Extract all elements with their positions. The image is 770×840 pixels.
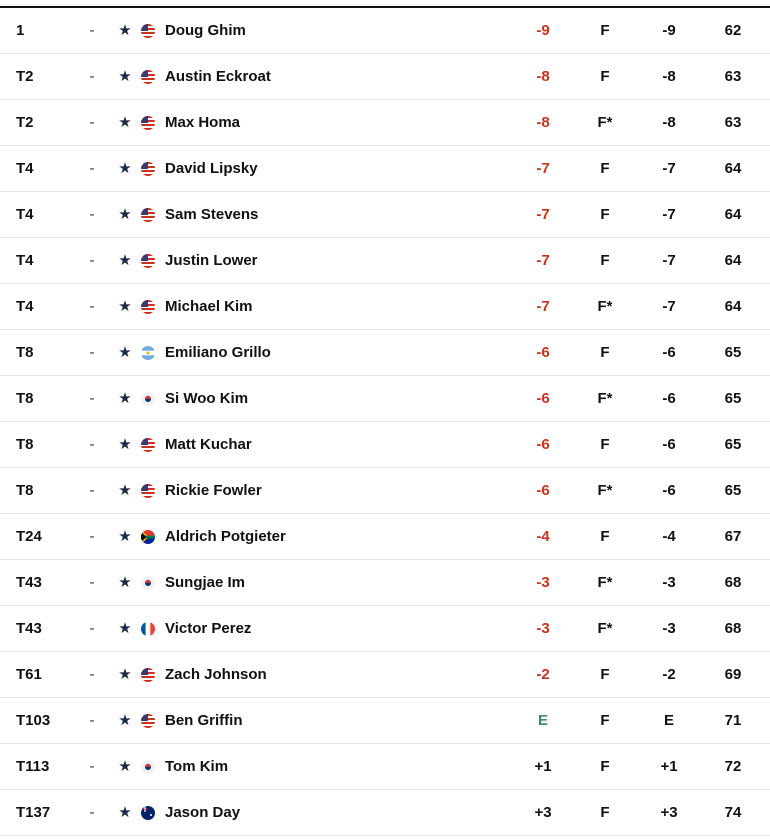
movement-indicator: - <box>89 620 95 637</box>
au-flag-icon <box>141 806 155 820</box>
table-row[interactable] <box>0 514 770 560</box>
strokes-total-cell: 64 <box>724 298 742 315</box>
us-flag-icon <box>141 116 155 130</box>
thru-cell: F <box>600 68 610 85</box>
total-to-par-cell: -6 <box>536 436 550 453</box>
total-to-par-cell: -3 <box>536 620 550 637</box>
total-to-par-cell: -4 <box>536 528 550 545</box>
movement-indicator: - <box>89 252 95 269</box>
thru-cell: F <box>600 252 610 269</box>
table-row[interactable] <box>0 468 770 514</box>
player-name-link[interactable]: Sungjae Im <box>165 574 246 591</box>
favorite-star-icon[interactable]: ★ <box>118 758 132 775</box>
player-name-link[interactable]: Ben Griffin <box>165 712 243 729</box>
total-to-par-cell: -7 <box>536 160 550 177</box>
thru-cell: F <box>600 758 610 775</box>
favorite-star-icon[interactable]: ★ <box>118 22 132 39</box>
position-cell: T4 <box>16 252 34 269</box>
round-score-cell: E <box>663 712 674 729</box>
table-row[interactable] <box>0 376 770 422</box>
round-score-cell: -6 <box>662 482 676 499</box>
player-name-link[interactable]: Tom Kim <box>165 758 229 775</box>
fr-flag-icon <box>141 622 155 636</box>
favorite-star-icon[interactable]: ★ <box>118 482 132 499</box>
us-flag-icon <box>141 70 155 84</box>
favorite-star-icon[interactable]: ★ <box>118 712 132 729</box>
favorite-star-icon[interactable]: ★ <box>118 68 132 85</box>
round-score-cell: +1 <box>660 758 678 775</box>
round-score-cell: -2 <box>662 666 676 683</box>
player-name-link[interactable]: Rickie Fowler <box>165 482 262 499</box>
favorite-star-icon[interactable]: ★ <box>118 160 132 177</box>
favorite-star-icon[interactable]: ★ <box>118 666 132 683</box>
position-cell: T8 <box>16 344 34 361</box>
thru-cell: F <box>600 160 610 177</box>
position-cell: T8 <box>16 390 34 407</box>
player-name-link[interactable]: Emiliano Grillo <box>165 344 271 361</box>
player-name-link[interactable]: Austin Eckroat <box>165 68 271 85</box>
thru-cell: F <box>600 436 610 453</box>
round-score-cell: -3 <box>662 620 676 637</box>
table-row[interactable] <box>0 698 770 744</box>
player-name-link[interactable]: Justin Lower <box>165 252 258 269</box>
us-flag-icon <box>141 208 155 222</box>
player-name-link[interactable]: Matt Kuchar <box>165 436 252 453</box>
table-row[interactable] <box>0 238 770 284</box>
table-row[interactable] <box>0 100 770 146</box>
strokes-total-cell: 67 <box>724 528 742 545</box>
position-cell: T2 <box>16 114 34 131</box>
table-row[interactable] <box>0 606 770 652</box>
ar-flag-icon <box>141 346 155 360</box>
player-name-link[interactable]: Si Woo Kim <box>165 390 249 407</box>
movement-indicator: - <box>89 528 95 545</box>
round-score-cell: -7 <box>662 298 676 315</box>
favorite-star-icon[interactable]: ★ <box>118 298 132 315</box>
round-score-cell: -3 <box>662 574 676 591</box>
movement-indicator: - <box>89 574 95 591</box>
total-to-par-cell: E <box>537 712 548 729</box>
strokes-total-cell: 63 <box>724 68 742 85</box>
player-name-link[interactable]: Sam Stevens <box>165 206 259 223</box>
movement-indicator: - <box>89 344 95 361</box>
position-cell: T4 <box>16 160 34 177</box>
movement-indicator: - <box>89 22 95 39</box>
round-score-cell: -4 <box>662 528 676 545</box>
player-name-link[interactable]: Max Homa <box>165 114 241 131</box>
total-to-par-cell: -8 <box>536 114 550 131</box>
us-flag-icon <box>141 24 155 38</box>
position-cell: T2 <box>16 68 34 85</box>
position-cell: T4 <box>16 298 34 315</box>
position-cell: T43 <box>16 620 42 637</box>
movement-indicator: - <box>89 758 95 775</box>
za-flag-icon <box>141 530 155 544</box>
favorite-star-icon[interactable]: ★ <box>118 804 132 821</box>
player-name-link[interactable]: Doug Ghim <box>165 22 246 39</box>
us-flag-icon <box>141 438 155 452</box>
position-cell: T24 <box>16 528 42 545</box>
kr-flag-icon <box>141 392 155 406</box>
round-score-cell: -9 <box>662 22 676 39</box>
player-name-link[interactable]: David Lipsky <box>165 160 258 177</box>
thru-cell: F <box>600 528 610 545</box>
thru-cell: F* <box>597 298 613 315</box>
total-to-par-cell: -6 <box>536 390 550 407</box>
movement-indicator: - <box>89 436 95 453</box>
table-row[interactable] <box>0 8 770 54</box>
position-cell: T137 <box>16 804 51 821</box>
round-score-cell: -7 <box>662 206 676 223</box>
table-row[interactable] <box>0 54 770 100</box>
table-row[interactable] <box>0 330 770 376</box>
round-score-cell: -7 <box>662 160 676 177</box>
us-flag-icon <box>141 162 155 176</box>
position-cell: T8 <box>16 482 34 499</box>
round-score-cell: -7 <box>662 252 676 269</box>
movement-indicator: - <box>89 712 95 729</box>
strokes-total-cell: 64 <box>724 160 742 177</box>
thru-cell: F <box>600 712 610 729</box>
us-flag-icon <box>141 714 155 728</box>
thru-cell: F* <box>597 574 613 591</box>
total-to-par-cell: -6 <box>536 344 550 361</box>
round-score-cell: +3 <box>660 804 678 821</box>
strokes-total-cell: 74 <box>724 804 742 821</box>
movement-indicator: - <box>89 206 95 223</box>
movement-indicator: - <box>89 390 95 407</box>
leaderboard-table <box>0 6 770 840</box>
movement-indicator: - <box>89 804 95 821</box>
thru-cell: F <box>600 344 610 361</box>
table-row[interactable] <box>0 560 770 606</box>
movement-indicator: - <box>89 114 95 131</box>
strokes-total-cell: 65 <box>724 344 742 361</box>
round-score-cell: -6 <box>662 390 676 407</box>
total-to-par-cell: -7 <box>536 206 550 223</box>
player-name-link[interactable]: Jason Day <box>165 804 241 821</box>
us-flag-icon <box>141 254 155 268</box>
us-flag-icon <box>141 300 155 314</box>
thru-cell: F <box>600 22 610 39</box>
movement-indicator: - <box>89 666 95 683</box>
thru-cell: F* <box>597 620 613 637</box>
round-score-cell: -6 <box>662 344 676 361</box>
us-flag-icon <box>141 484 155 498</box>
strokes-total-cell: 68 <box>724 574 742 591</box>
total-to-par-cell: +1 <box>534 758 552 775</box>
strokes-total-cell: 72 <box>724 758 742 775</box>
thru-cell: F <box>600 666 610 683</box>
strokes-total-cell: 65 <box>724 436 742 453</box>
favorite-star-icon[interactable]: ★ <box>118 252 132 269</box>
table-row[interactable] <box>0 284 770 330</box>
table-row[interactable] <box>0 790 770 836</box>
strokes-total-cell: 68 <box>724 620 742 637</box>
position-cell: T103 <box>16 712 51 729</box>
kr-flag-icon <box>141 760 155 774</box>
favorite-star-icon[interactable]: ★ <box>118 114 132 131</box>
favorite-star-icon[interactable]: ★ <box>118 436 132 453</box>
movement-indicator: - <box>89 160 95 177</box>
movement-indicator: - <box>89 482 95 499</box>
strokes-total-cell: 65 <box>724 390 742 407</box>
total-to-par-cell: -9 <box>536 22 550 39</box>
strokes-total-cell: 71 <box>724 712 742 729</box>
round-score-cell: -8 <box>662 114 676 131</box>
us-flag-icon <box>141 668 155 682</box>
strokes-total-cell: 65 <box>724 482 742 499</box>
position-cell: T8 <box>16 436 34 453</box>
total-to-par-cell: -3 <box>536 574 550 591</box>
movement-indicator: - <box>89 68 95 85</box>
thru-cell: F* <box>597 390 613 407</box>
strokes-total-cell: 63 <box>724 114 742 131</box>
round-score-cell: -8 <box>662 68 676 85</box>
strokes-total-cell: 69 <box>724 666 742 683</box>
table-row[interactable] <box>0 422 770 468</box>
total-to-par-cell: -7 <box>536 252 550 269</box>
position-cell: T4 <box>16 206 34 223</box>
thru-cell: F* <box>597 482 613 499</box>
favorite-star-icon[interactable]: ★ <box>118 528 132 545</box>
favorite-star-icon[interactable]: ★ <box>118 344 132 361</box>
total-to-par-cell: -2 <box>536 666 550 683</box>
position-cell: T113 <box>16 758 50 775</box>
thru-cell: F* <box>597 114 613 131</box>
thru-cell: F <box>600 206 610 223</box>
total-to-par-cell: -8 <box>536 68 550 85</box>
strokes-total-cell: 64 <box>724 206 742 223</box>
table-row[interactable] <box>0 192 770 238</box>
favorite-star-icon[interactable]: ★ <box>118 206 132 223</box>
position-cell: 1 <box>16 22 25 39</box>
total-to-par-cell: +3 <box>534 804 552 821</box>
favorite-star-icon[interactable]: ★ <box>118 574 132 591</box>
player-name-link[interactable]: Victor Perez <box>165 620 252 637</box>
favorite-star-icon[interactable]: ★ <box>118 620 132 637</box>
movement-indicator: - <box>89 298 95 315</box>
favorite-star-icon[interactable]: ★ <box>118 390 132 407</box>
player-name-link[interactable]: Zach Johnson <box>165 666 267 683</box>
strokes-total-cell: 62 <box>724 22 742 39</box>
position-cell: T43 <box>16 574 42 591</box>
position-cell: T61 <box>16 666 42 683</box>
player-name-link[interactable]: Aldrich Potgieter <box>165 528 286 545</box>
thru-cell: F <box>600 804 610 821</box>
table-row[interactable] <box>0 744 770 790</box>
player-name-link[interactable]: Michael Kim <box>165 298 253 315</box>
total-to-par-cell: -6 <box>536 482 550 499</box>
kr-flag-icon <box>141 576 155 590</box>
total-to-par-cell: -7 <box>536 298 550 315</box>
strokes-total-cell: 64 <box>724 252 742 269</box>
round-score-cell: -6 <box>662 436 676 453</box>
table-row[interactable] <box>0 652 770 698</box>
table-row[interactable] <box>0 146 770 192</box>
